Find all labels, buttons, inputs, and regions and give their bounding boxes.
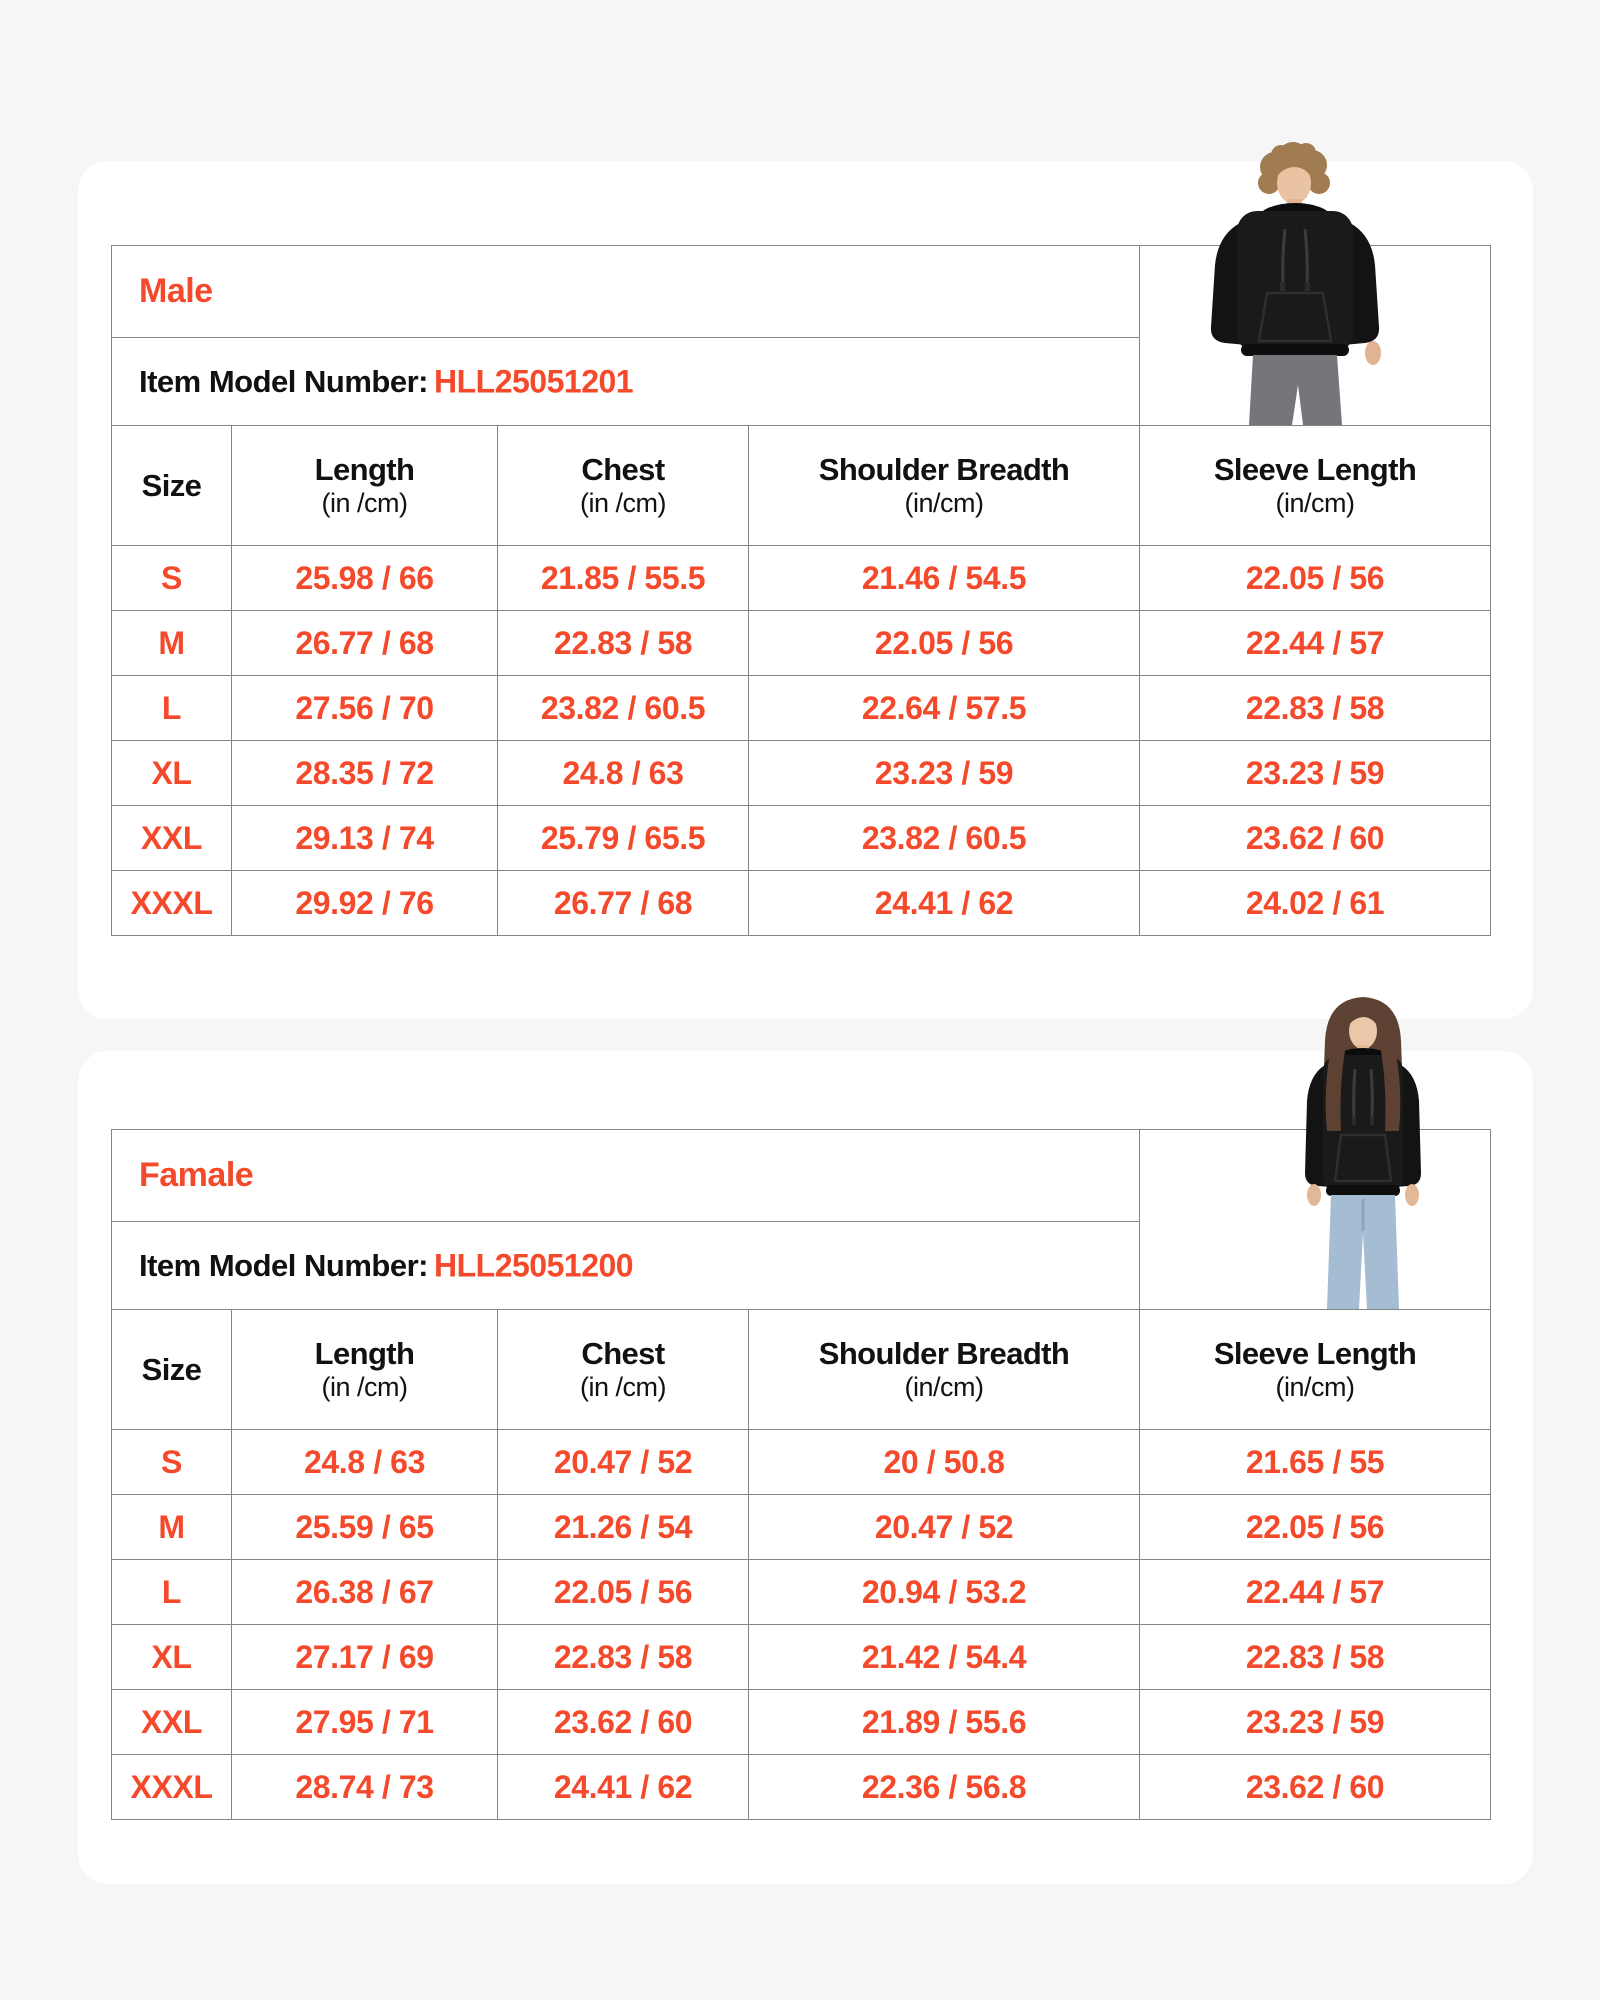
table-title-cell <box>112 1130 1140 1222</box>
measurement-cell: 22.64 / 57.5 <box>749 676 1140 741</box>
measurement-cell: 28.35 / 72 <box>232 741 498 806</box>
column-header-shoulder: Shoulder Breadth (in/cm) <box>749 426 1140 546</box>
measurement-cell: 22.44 / 57 <box>1140 1560 1491 1625</box>
model-photo-cell <box>1140 1130 1491 1310</box>
column-header-sleeve: Sleeve Length (in/cm) <box>1140 1310 1491 1430</box>
measurement-cell: 24.8 / 63 <box>232 1430 498 1495</box>
measurement-cell: 22.05 / 56 <box>1140 1495 1491 1560</box>
drawstrings <box>1354 1069 1373 1119</box>
measurement-cell: 23.23 / 59 <box>749 741 1140 806</box>
size-cell: S <box>112 546 232 611</box>
face <box>1277 162 1311 204</box>
measurement-cell: 23.82 / 60.5 <box>749 806 1140 871</box>
measurement-cell: 20.94 / 53.2 <box>749 1560 1140 1625</box>
size-cell: XXL <box>112 806 232 871</box>
column-header-chest: Chest (in /cm) <box>498 426 749 546</box>
measurement-cell: 24.41 / 62 <box>498 1755 749 1820</box>
measurement-cell: 23.62 / 60 <box>498 1690 749 1755</box>
measurement-cell: 20.47 / 52 <box>749 1495 1140 1560</box>
model-number-label: Item Model Number: <box>139 363 428 399</box>
measurement-cell: 20 / 50.8 <box>749 1430 1140 1495</box>
column-header-length: Length (in /cm) <box>232 1310 498 1430</box>
measurement-cell: 22.44 / 57 <box>1140 611 1491 676</box>
size-cell: M <box>112 1495 232 1560</box>
column-header-size: Size <box>112 1310 232 1430</box>
hood <box>1333 1048 1393 1074</box>
measurement-cell: 22.05 / 56 <box>1140 546 1491 611</box>
column-header-chest: Chest (in /cm) <box>498 1310 749 1430</box>
measurement-cell: 24.8 / 63 <box>498 741 749 806</box>
measurement-cell: 22.83 / 58 <box>498 1625 749 1690</box>
size-cell: XXXL <box>112 1755 232 1820</box>
measurement-cell: 23.62 / 60 <box>1140 806 1491 871</box>
female-size-table <box>111 1129 1491 1820</box>
measurement-cell: 21.26 / 54 <box>498 1495 749 1560</box>
measurement-cell: 27.17 / 69 <box>232 1625 498 1690</box>
measurement-cell: 28.74 / 73 <box>232 1755 498 1820</box>
table-title: Famale <box>139 1156 254 1194</box>
model-photo-cell <box>1140 246 1491 426</box>
measurement-cell: 22.83 / 58 <box>498 611 749 676</box>
measurement-cell: 23.62 / 60 <box>1140 1755 1491 1820</box>
size-cell: XXL <box>112 1690 232 1755</box>
model-number-value: HLL25051201 <box>434 363 634 399</box>
measurement-cell: 25.98 / 66 <box>232 546 498 611</box>
measurement-cell: 22.36 / 56.8 <box>749 1755 1140 1820</box>
measurement-cell: 22.83 / 58 <box>1140 1625 1491 1690</box>
table-title-cell <box>112 246 1140 338</box>
measurement-cell: 25.79 / 65.5 <box>498 806 749 871</box>
measurement-cell: 26.77 / 68 <box>232 611 498 676</box>
measurement-cell: 22.05 / 56 <box>498 1560 749 1625</box>
column-header-shoulder: Shoulder Breadth (in/cm) <box>749 1310 1140 1430</box>
measurement-cell: 21.89 / 55.6 <box>749 1690 1140 1755</box>
size-cell: S <box>112 1430 232 1495</box>
female-size-chart-card <box>78 1051 1533 1884</box>
neck <box>1357 1045 1369 1055</box>
measurement-cell: 27.56 / 70 <box>232 676 498 741</box>
measurement-cell: 21.85 / 55.5 <box>498 546 749 611</box>
measurement-cell: 24.41 / 62 <box>749 871 1140 936</box>
size-cell: L <box>112 1560 232 1625</box>
measurement-cell: 29.13 / 74 <box>232 806 498 871</box>
hair <box>1258 142 1330 194</box>
measurement-cell: 23.23 / 59 <box>1140 1690 1491 1755</box>
model-number-cell <box>112 1222 1140 1310</box>
size-cell: XXXL <box>112 871 232 936</box>
model-number-value: HLL25051200 <box>434 1247 634 1283</box>
table-title: Male <box>139 272 213 310</box>
model-number-cell <box>112 338 1140 426</box>
measurement-cell: 29.92 / 76 <box>232 871 498 936</box>
column-header-size: Size <box>112 426 232 546</box>
measurement-cell: 27.95 / 71 <box>232 1690 498 1755</box>
size-cell: XL <box>112 741 232 806</box>
male-size-table <box>111 245 1491 936</box>
measurement-cell: 22.83 / 58 <box>1140 676 1491 741</box>
neck <box>1287 199 1302 211</box>
measurement-cell: 21.65 / 55 <box>1140 1430 1491 1495</box>
size-cell: M <box>112 611 232 676</box>
measurement-cell: 26.77 / 68 <box>498 871 749 936</box>
size-cell: XL <box>112 1625 232 1690</box>
measurement-cell: 23.82 / 60.5 <box>498 676 749 741</box>
measurement-cell: 25.59 / 65 <box>232 1495 498 1560</box>
column-header-length: Length (in /cm) <box>232 426 498 546</box>
measurement-cell: 26.38 / 67 <box>232 1560 498 1625</box>
measurement-cell: 23.23 / 59 <box>1140 741 1491 806</box>
male-size-chart-card <box>78 161 1533 1019</box>
column-header-sleeve: Sleeve Length (in/cm) <box>1140 426 1491 546</box>
model-number-label: Item Model Number: <box>139 1247 428 1283</box>
measurement-cell: 24.02 / 61 <box>1140 871 1491 936</box>
size-cell: L <box>112 676 232 741</box>
measurement-cell: 21.42 / 54.4 <box>749 1625 1140 1690</box>
measurement-cell: 22.05 / 56 <box>749 611 1140 676</box>
hood <box>1258 203 1332 235</box>
measurement-cell: 21.46 / 54.5 <box>749 546 1140 611</box>
measurement-cell: 20.47 / 52 <box>498 1430 749 1495</box>
